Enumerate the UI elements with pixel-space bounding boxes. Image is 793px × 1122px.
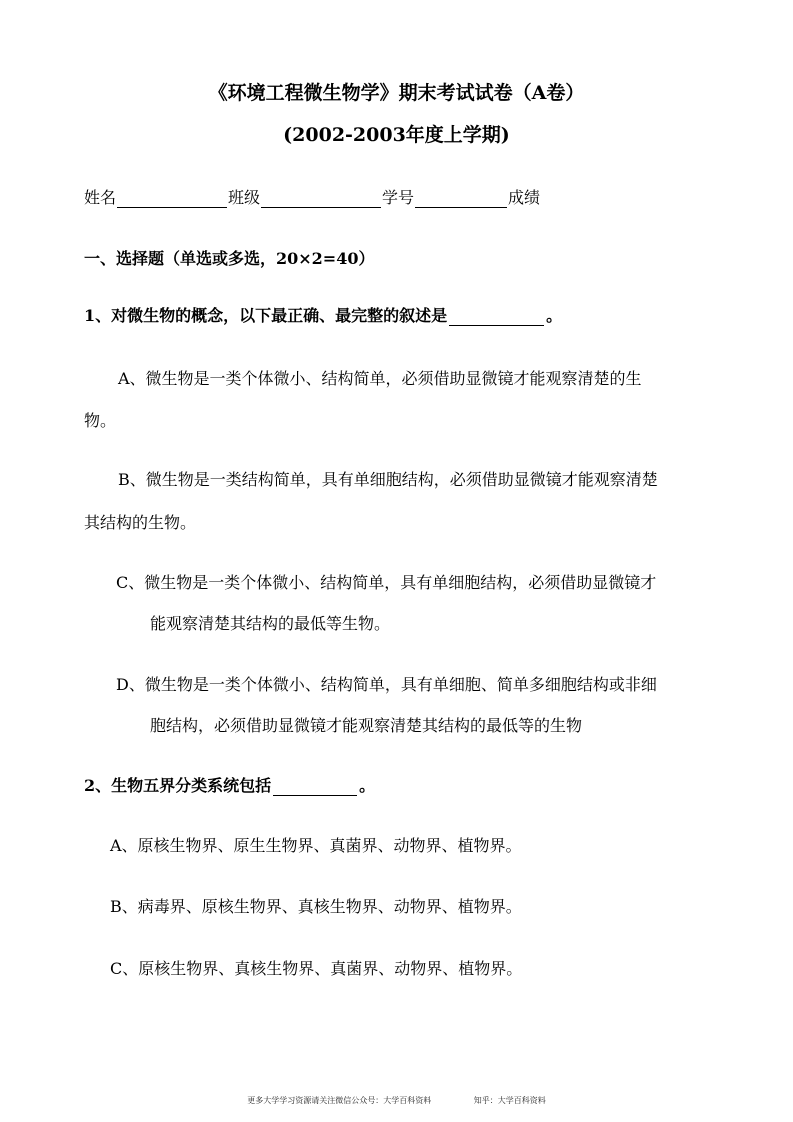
section-heading: 一、选择题（单选或多选，20×2=40） bbox=[84, 249, 375, 268]
option-a: A、原核生物界、原生生物界、真菌界、动物界、植物界。 bbox=[110, 836, 522, 855]
question-end: 。 bbox=[359, 776, 376, 795]
option-d-line2: 胞结构，必须借助显微镜才能观察清楚其结构的最低等的生物 bbox=[150, 716, 583, 735]
class-field[interactable] bbox=[261, 189, 381, 208]
option-b: B、病毒界、原核生物界、真核生物界、动物界、植物界。 bbox=[110, 897, 522, 916]
footer-wechat-note: 更多大学学习资源请关注微信公众号：大学百科资料 bbox=[247, 1096, 432, 1105]
option-c-line1: C、微生物是一类个体微小、结构简单，具有单细胞结构，必须借助显微镜才 bbox=[116, 573, 657, 592]
score-label: 成绩 bbox=[508, 188, 541, 207]
answer-blank[interactable] bbox=[449, 307, 544, 326]
exam-subtitle: (2002-2003年度上学期) bbox=[283, 124, 510, 146]
student-info-row bbox=[84, 184, 540, 208]
option-c-line2: 能观察清楚其结构的最低等生物。 bbox=[150, 614, 391, 633]
option-a-line2: 物。 bbox=[84, 411, 117, 430]
option-b-line1: B、微生物是一类结构简单，具有单细胞结构，必须借助显微镜才能观察清楚 bbox=[118, 470, 658, 489]
question-text: 2、生物五界分类系统包括 bbox=[84, 776, 272, 795]
option-b-line2: 其结构的生物。 bbox=[84, 513, 197, 532]
option-c: C、原核生物界、真核生物界、真菌界、动物界、植物界。 bbox=[110, 959, 523, 978]
question-stem bbox=[84, 774, 375, 796]
student-id-label: 学号 bbox=[382, 188, 415, 207]
student-id-field[interactable] bbox=[415, 189, 507, 208]
question-text: 1、对微生物的概念，以下最正确、最完整的叙述是 bbox=[84, 306, 448, 325]
question-stem bbox=[84, 304, 562, 326]
option-d-line1: D、微生物是一类个体微小、结构简单，具有单细胞、简单多细胞结构或非细 bbox=[116, 675, 657, 694]
footer-zhihu-note: 知乎：大学百科资料 bbox=[473, 1096, 546, 1105]
page-footer bbox=[0, 1095, 793, 1106]
name-field[interactable] bbox=[117, 189, 227, 208]
class-label: 班级 bbox=[228, 188, 261, 207]
name-label: 姓名 bbox=[84, 188, 117, 207]
option-a-line1: A、微生物是一类个体微小、结构简单，必须借助显微镜才能观察清楚的生 bbox=[118, 369, 642, 388]
question-end: 。 bbox=[546, 306, 563, 325]
answer-blank[interactable] bbox=[273, 777, 357, 796]
exam-title: 《环境工程微生物学》期末考试试卷（A卷） bbox=[208, 82, 585, 104]
